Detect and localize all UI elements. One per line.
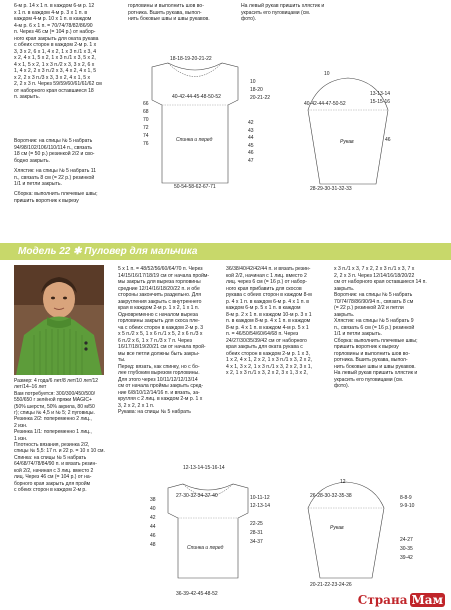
body1-left-dims: 66 68 70 72 74 76 (143, 101, 149, 147)
tab-instructions: Хлястик: на спицы № 5 набрать 11 п., связать 8 см (= 22 р.) резинкой 1/1 и петли закрыть. (14, 168, 97, 187)
body1-bottom-dim: 50-54-58-62-67-71 (174, 184, 216, 190)
boy-photo (14, 265, 104, 375)
body2-bottom-dim: 36-39-42-45-48-52 (176, 591, 218, 597)
watermark-text: Страна (357, 593, 408, 607)
body1-right-dims: 42 43 44 45 46 47 (248, 120, 254, 164)
model-title: Модель 22 ✱ Пуловер для мальчика (18, 246, 198, 257)
body2-label: Спинка и перед (187, 545, 224, 551)
body1-top-dim: 18-18-19-20-21-22 (170, 56, 212, 62)
body2-left-dims: 38 40 42 44 46 48 (150, 497, 156, 548)
sleeve2-side-dims: 24-27 30-35 39-42 (400, 537, 413, 561)
assembly-instructions: Сборка: выполнить плечевые швы; пришить воротник к вырезу (14, 191, 98, 204)
sleeve2-right-dims: 8-8-9 9-9-10 (400, 495, 415, 509)
sleeve1-side-dim: 46 (385, 137, 391, 143)
sleeve1-top-dim: 10 (324, 71, 330, 77)
site-watermark (358, 593, 445, 607)
body1-side-dims: 10 18-20 20-21-22 (250, 79, 271, 101)
body2-top-dim: 12-13-14-15-16-14 (183, 465, 225, 471)
instructions-col3: 36/38/40/42/42/44 п. и вязать резин- кой 2/2, начиная с 1 лиц. вместо 2 лиц. через 6 см (= 16 р.) от набор- ного края прибавить для скосов рукава с обеих сторон в каждом 8-м р. 4 х 1 п. в каждом 6-м р. 4 х 1 п. в каждом 6-м р. 5 х 1 п. в каждом 8-м р. 2 х 1 п. в каждом 10-м р. 3 х 1 п. в каждом 8-м р. 4 х 1 п. в каждом 8-м р. 4 х 1 п. в каждом 4-м р. 5 х 1 п. = 46/50/54/60/64/68 п. Через 24/27/30/35/39/42 см от наборного края закрыть для оката рукава с обеих сторон в каждом 2-м р. 1 х 3, 1 х 2, 4 х 1, 2 х 2, 1 х 3 п./1 х 3, 2 х 2, 4 х 1, 3 х 2, 1 х 3 п./1 х 3, 2 х 2, 3 х 1, х 2, 1 х 3 п./1 х 3, 2 х 2, 3 х 1, 3 х 2, (226, 266, 312, 376)
sleeve1-width-dim: 40-42-44-47-50-52 (304, 101, 346, 107)
sleeve1-right-dims: 13-13-14 15-15-16 (370, 91, 391, 105)
sleeve2-top-dim: 12 (340, 479, 346, 485)
body2-side-dims: 22-25 28-31 34-37 (250, 521, 263, 545)
watermark-tag: Мам (411, 593, 443, 607)
instructions-top-right: На левый рукав пришить хлястик и украсить его пуговицами (см. фото). (241, 3, 325, 22)
body1-chest-dim: 40-42-44-45-48-50-52 (172, 94, 221, 100)
body-schematic-1 (140, 55, 250, 195)
specs-block: Размер: 4 года/6 лет/8 лет/10 лет/12 лет/14–16 лет Вам потребуется: 300/300/450/500/ 550/650 г зелёной пряжи MAGIC+ (50% шерсти, 50% акрила, 80 м/50 г); спицы № 4,5 и № 5; 2 пуговицы. Резинка 2/2: попеременно 2 лиц., 2 изн. Резинка 1/1: попеременно 1 лиц., 1 изн. Плотность вязания, резинка 2/2, спицы № 5,5: 17 п. и 22 р. = 10 х 10 см. Спинка: на спицы № 5 набрать 64/68/74/78/84/90 п. и вязать резин- кой 2/2, начиная с 3 лиц. вместо 2 лиц. Через 46 см (= 104 р.) от на- борного края закрыть для пройм с обеих сторон в каждом 2-м р. (14, 378, 105, 493)
sleeve2-width-dim: 26-28-30-32-35-38 (310, 493, 352, 499)
instructions-top-mid: горловины и выполнить шов во- ротника. Вшить рукава, выпол- нить боковые швы и швы рукавов. (128, 3, 210, 22)
sleeve2-bottom-dim: 20-21-22-23-24-26 (310, 582, 352, 588)
sleeve2-label: Рукав (330, 525, 344, 531)
body2-chest-dim: 27-30-32-34-37-40 (176, 493, 218, 499)
body1-label: Спинка и перед (176, 137, 213, 143)
instructions-col2: 5 х 1 п. = 48/52/56/60/64/70 п. Через 14/15/16/17/18/19 см от начала пройм- мы закрыть для выреза горловины средние 12/14/16/18/20/22 п. и обе стороны закончить раздельно. Для закругления закрыть с внутреннего края в каждом 2-м р. 1 х 2, 1 х 1 п. Одновременно с началом выреза горловины закрыть для скоса пле- ча с обеих сторон в каждом 2-м р. 3 х 5 п./2 х 5, 1 х 6 п./1 х 5, 2 х 6 п./3 х 6 п./2 х 6, 1 х 7 п./3 х 7 п. Через 16/17/18/19/20/21 см от начала прой- мы все петли должны быть закры- ты. Перед: вязать, как спинку, но с бо- лее глубоким вырезом горловины. Для этого через 10/11/12/12/13/14 см от начала проймы закрыть сред- ние 6/8/10/12/14/16 п. и вязать, за- кругляя с 2 лиц. в каждом 2-м р. 1 х 3, 2 х 2, 2 х 1 п. Рукава: на спицы № 5 набрать (118, 266, 210, 415)
body2-right-dims: 10-11-12 12-13-14 (250, 495, 271, 509)
instructions-top-left: 6-м р. 14 х 1 п. в каждом 6-м р. 12 х 1 п. в каждом 4-м р. 3 х 1 п. в каждом 4-м р. 10 х 1 п. в каждом 4-м р. 6 х 1 п. = 70/74/78/82/86/90 п. Через 46 см (= 104 р.) от набор- ного края закрыть для оката рукава с обеих сторон в каждом 2-м р. 1 х 3, 3 х 2, 6 х 1, 4 х 2, 1 х 3 п./1 х 3, 4 х 2, 4 х 1, 5 х 2, 1 х 3 п./1 х 3, 5 х 2, 4 х 1, 5 х 2, 1 х 3 п./2 х 3, 3 х 2, 6 х 1, 4 х 2, 2 х 3 п./2 х 3, 4 х 2, 4 х 1, 5 х 2, 2 х 3 п./3 х 3, 3 х 2, 4 х 1, 5 х 2, 2 х 3 п. Через 59/59/60/61/61/62 см от наборного края оставшиеся 18 п. закрыть. (14, 3, 102, 100)
collar-instructions: Воротник: на спицы № 5 набрать 94/98/102/106/110/114 п., связать 18 см (= 50 р.) резинкой 2/2 и сво- бодно закрыть. (14, 138, 95, 164)
sleeve1-bottom-dim: 28-29-30-31-32-33 (310, 186, 352, 192)
sleeve1-label: Рукав (340, 139, 354, 145)
instructions-col4: х 3 п./1 х 3, 7 х 2, 2 х 3 п./1 х 3, 7 х 2, 2 х 3 п. Через 12/14/16/18/20/22 см от наборного края оставшиеся 14 п. закрыть. Воротник: на спицы № 5 набрать 70/74/78/86/90/94 п., связать 8 см (= 22 р.) резинкой 2/2 и петли закрыть. Хлястик: на спицы № 5 набрать 9 п., связать 6 см (= 16 р.) резинкой 1/1 и петли закрыть. Сборка: выполнить плечевые швы; пришить воротник к вырезу горловины и выполнить шов во- ротника. Вшить рукава, выпол- нить боковые швы и швы рукавов. На левый рукав пришить хлястик и украсить его пуговицами (см. фото). (334, 266, 427, 389)
